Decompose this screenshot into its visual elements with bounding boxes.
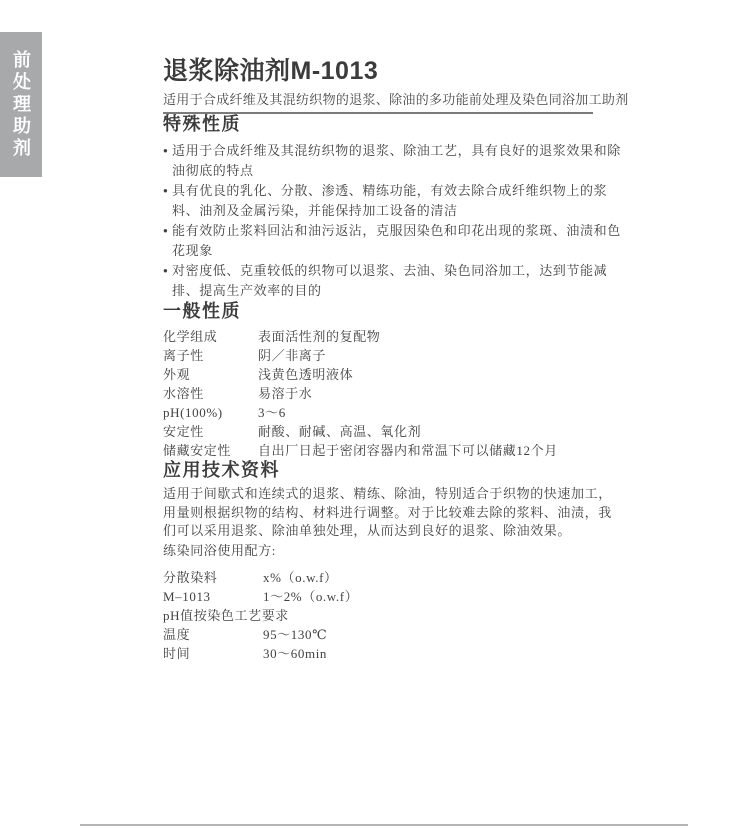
list-item-text: 能有效防止浆料回沾和油污返沾，克服因染色和印花出现的浆斑、油渍和色花现象 <box>172 223 621 258</box>
page-footer-divider <box>80 824 688 826</box>
list-item-text: 适用于合成纤维及其混纺织物的退浆、除油工艺，具有良好的退浆效果和除油彻底的特点 <box>172 143 621 178</box>
property-label: pH(100%) <box>163 405 223 420</box>
recipe-value: x%（o.w.f） <box>263 570 338 586</box>
property-value: 阴／非离子 <box>258 348 327 363</box>
property-value: 耐酸、耐碱、高温、氧化剂 <box>258 424 422 439</box>
property-value: 自出厂日起于密闭容器内和常温下可以储藏12个月 <box>258 443 558 458</box>
table-row <box>163 568 625 587</box>
recipe-label: 分散染料 <box>163 570 218 586</box>
list-item <box>163 141 625 181</box>
list-item <box>163 181 625 221</box>
table-row <box>163 606 625 625</box>
category-tab-pretreatment-auxiliary <box>0 32 42 177</box>
bullet-icon: ● <box>163 266 169 275</box>
product-subtitle: 适用于合成纤维及其混纺织物的退浆、除油的多功能前处理及染色同浴加工助剂 <box>163 92 629 107</box>
table-row <box>163 327 625 346</box>
bullet-icon: ● <box>163 186 169 195</box>
bullet-icon: ● <box>163 146 169 155</box>
recipe-title: 练染同浴使用配方: <box>163 543 277 559</box>
list-item-text: 具有优良的乳化、分散、渗透、精练功能，有效去除合成纤维织物上的浆料、油剂及金属污染，并能保持加工设备的清洁 <box>172 183 608 218</box>
property-value: 易溶于水 <box>258 386 313 401</box>
table-row <box>163 441 625 460</box>
recipe-label: 时间 <box>163 646 191 662</box>
list-item-text: 对密度低、克重较低的织物可以退浆、去油、染色同浴加工，达到节能减排、提高生产效率的目的 <box>172 263 608 298</box>
recipe-table <box>163 568 625 663</box>
list-item <box>163 261 625 301</box>
property-value: 表面活性剂的复配物 <box>258 329 381 344</box>
table-row <box>163 644 625 663</box>
recipe-label: pH值按染色工艺要求 <box>163 608 289 624</box>
recipe-value <box>289 606 625 625</box>
property-value: 3～6 <box>258 405 286 420</box>
property-label: 化学组成 <box>163 329 218 344</box>
recipe-label: 温度 <box>163 627 191 643</box>
product-title: 退浆除油剂M-1013 <box>163 57 379 85</box>
property-label: 水溶性 <box>163 386 204 401</box>
recipe-label: M–1013 <box>163 589 211 605</box>
property-value: 浅黄色透明液体 <box>258 367 354 382</box>
section-heading-special-properties: 特殊性质 <box>163 114 241 134</box>
recipe-value: 1～2%（o.w.f） <box>263 589 359 605</box>
main-content <box>163 0 629 663</box>
table-row <box>163 403 625 422</box>
category-tab-label: 前处理助剂 <box>11 49 31 160</box>
property-label: 离子性 <box>163 348 204 363</box>
recipe-value: 30～60min <box>263 646 328 662</box>
table-row <box>163 384 625 403</box>
section-heading-general-properties: 一般性质 <box>163 301 241 321</box>
section-heading-application-data: 应用技术资料 <box>163 460 280 480</box>
table-row <box>163 346 625 365</box>
application-paragraph: 适用于间歇式和连续式的退浆、精练、除油，特别适合于织物的快速加工，用量则根据织物的结构、材料进行调整。对于比较难去除的浆料、油渍，我们可以采用退浆、除油单独处理，从而达到良好的退浆、除油效果。 <box>163 486 612 539</box>
table-row <box>163 587 625 606</box>
property-label: 外观 <box>163 367 191 382</box>
table-row <box>163 365 625 384</box>
property-label: 储藏安定性 <box>163 443 232 458</box>
general-properties-table <box>163 327 625 460</box>
table-row <box>163 422 625 441</box>
recipe-value: 95～130℃ <box>263 627 328 643</box>
bullet-icon: ● <box>163 226 169 235</box>
list-item <box>163 221 625 261</box>
table-row <box>163 625 625 644</box>
property-label: 安定性 <box>163 424 204 439</box>
special-properties-list <box>163 141 625 301</box>
